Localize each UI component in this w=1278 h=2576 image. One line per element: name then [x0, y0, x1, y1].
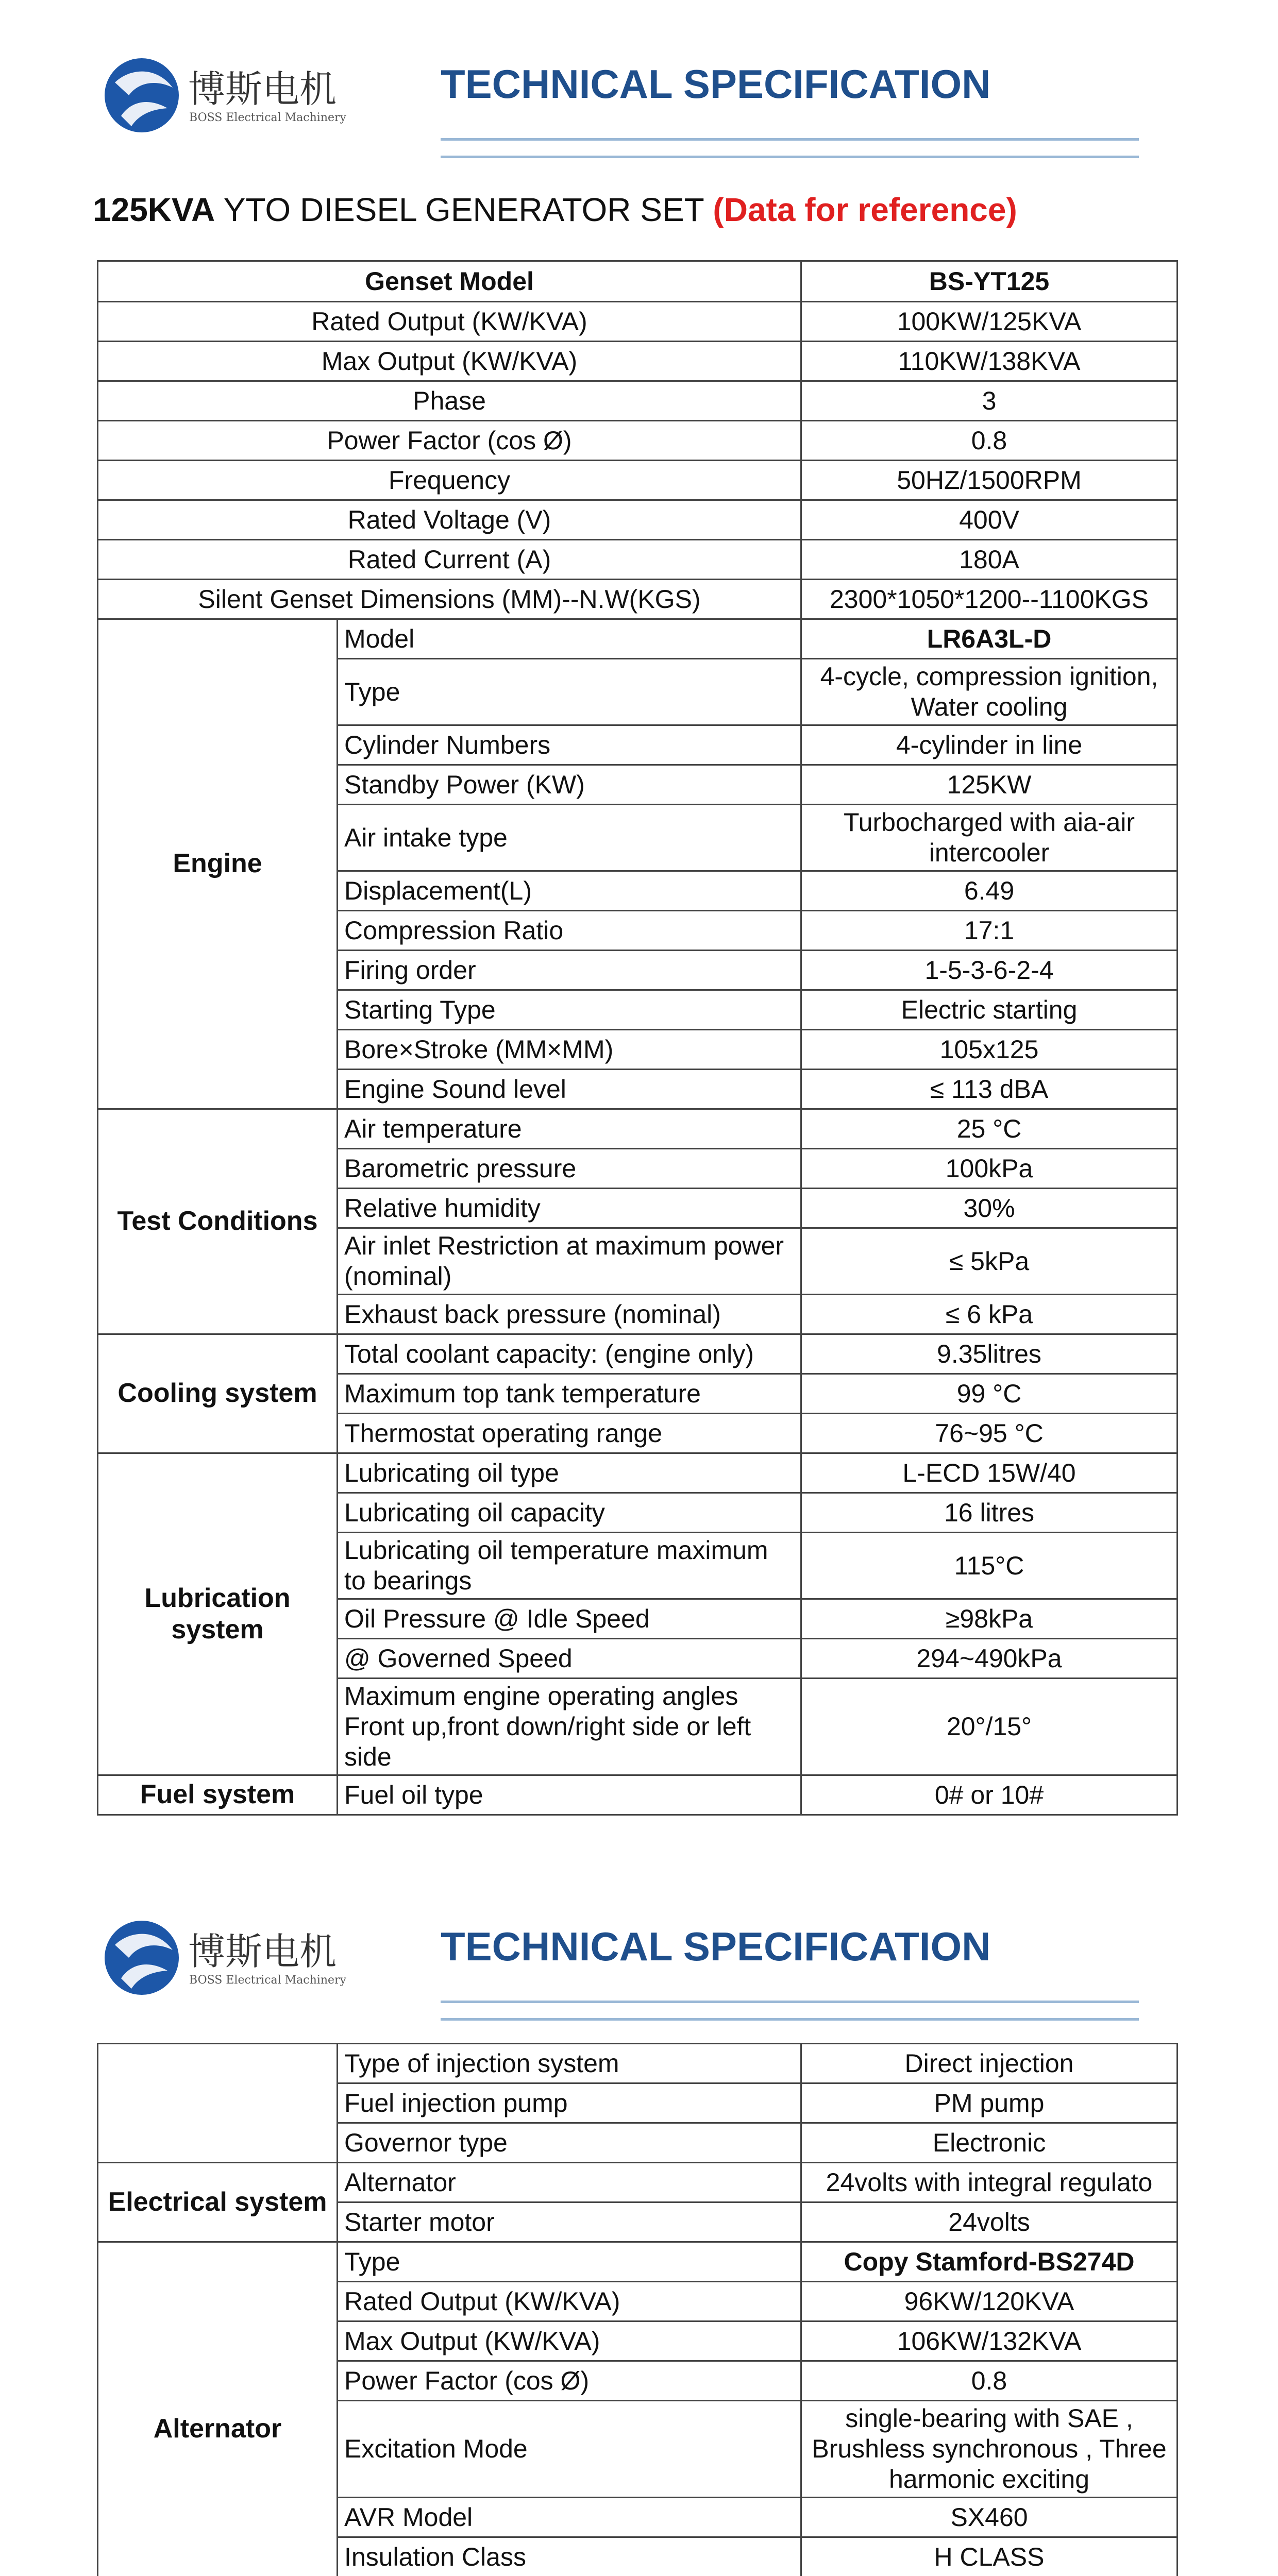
table-cell-value: 125KW — [801, 765, 1178, 805]
table-cell-label: Insulation Class — [338, 2537, 801, 2576]
table-cell-label: Thermostat operating range — [338, 1414, 801, 1453]
table-cell-value: 25 °C — [801, 1109, 1178, 1149]
table-cell-label: Total coolant capacity: (engine only) — [338, 1334, 801, 1374]
table-cell-value: 16 litres — [801, 1493, 1178, 1533]
table-row — [98, 302, 1178, 342]
table-cell-value: 105x125 — [801, 1030, 1178, 1070]
table-cell-label: Alternator — [338, 2163, 801, 2202]
table-cell-label: Displacement(L) — [338, 871, 801, 911]
group-label-alternator: Alternator — [98, 2242, 338, 2576]
table-row — [98, 580, 1178, 619]
table-cell-label: Engine Sound level — [338, 1070, 801, 1109]
table-cell-label: Max Output (KW/KVA) — [98, 342, 801, 381]
table-cell-value: 1-5-3-6-2-4 — [801, 951, 1178, 990]
table-cell-label: Genset Model — [98, 261, 801, 302]
page-title: TECHNICAL SPECIFICATION — [441, 1924, 991, 1969]
table-cell-value: 4-cycle, compression ignition, Water cooling — [801, 659, 1178, 725]
table-cell-label: Standby Power (KW) — [338, 765, 801, 805]
table-cell-label: Rated Output (KW/KVA) — [98, 302, 801, 342]
table-cell-value: 6.49 — [801, 871, 1178, 911]
table-cell-value: 4-cylinder in line — [801, 725, 1178, 765]
table-cell-value: Electric starting — [801, 990, 1178, 1030]
table-cell-label: Bore×Stroke (MM×MM) — [338, 1030, 801, 1070]
title-divider — [441, 156, 1139, 158]
table-cell-label: Frequency — [98, 461, 801, 500]
table-cell-label: Fuel oil type — [338, 1775, 801, 1815]
table-cell-value: 50HZ/1500RPM — [801, 461, 1178, 500]
table-cell-value: 180A — [801, 540, 1178, 580]
spec-table-2 — [97, 2043, 1178, 2576]
table-cell-value: 0.8 — [801, 2361, 1178, 2401]
group-label-cooling: Cooling system — [98, 1334, 338, 1453]
table-cell-label: @ Governed Speed — [338, 1639, 801, 1679]
table-cell-value: 400V — [801, 500, 1178, 540]
table-cell-value: 9.35litres — [801, 1334, 1178, 1374]
title-divider — [441, 138, 1139, 141]
table-cell-value: 0.8 — [801, 421, 1178, 461]
table-cell-label: Compression Ratio — [338, 911, 801, 951]
header-page-2 — [0, 1862, 1278, 2027]
table-cell-label: Barometric pressure — [338, 1149, 801, 1189]
table-cell-label: Exhaust back pressure (nominal) — [338, 1295, 801, 1334]
table-cell-label: Starter motor — [338, 2202, 801, 2242]
table-row — [98, 2163, 1178, 2202]
spec-table-1 — [97, 260, 1178, 1816]
table-row — [98, 1775, 1178, 1815]
logo-company-cn: 博斯电机 — [188, 67, 337, 111]
table-cell-label: Air temperature — [338, 1109, 801, 1149]
logo-circle-icon — [105, 1921, 179, 1995]
table-cell-value: SX460 — [801, 2498, 1178, 2537]
table-cell-value: 24volts with integral regulato — [801, 2163, 1178, 2202]
title-divider — [441, 2001, 1139, 2003]
table-cell-label: Air inlet Restriction at maximum power (nominal) — [338, 1228, 801, 1295]
table-cell-value: ≤ 6 kPa — [801, 1295, 1178, 1334]
table-cell-label: Relative humidity — [338, 1189, 801, 1228]
table-row — [98, 381, 1178, 421]
boss-logo — [100, 52, 420, 139]
table-cell-label: Maximum engine operating angles Front up,front down/right side or left side — [338, 1679, 801, 1775]
table-cell-label: Cylinder Numbers — [338, 725, 801, 765]
table-cell-value: 96KW/120KVA — [801, 2282, 1178, 2321]
table-cell-label: Power Factor (cos Ø) — [338, 2361, 801, 2401]
table-cell-label: Rated Current (A) — [98, 540, 801, 580]
table-cell-label: Max Output (KW/KVA) — [338, 2321, 801, 2361]
group-label-electrical: Electrical system — [98, 2163, 338, 2242]
table-cell-value: Turbocharged with aia-air intercooler — [801, 805, 1178, 871]
table-cell-label: Power Factor (cos Ø) — [98, 421, 801, 461]
table-cell-label: Fuel injection pump — [338, 2083, 801, 2123]
group-label-lubrication: Lubrication system — [98, 1453, 338, 1775]
table-cell-value: 30% — [801, 1189, 1178, 1228]
table-cell-value: Electronic — [801, 2123, 1178, 2163]
logo-company-en: BOSS Electrical Machinery — [189, 111, 346, 124]
table-cell-value: LR6A3L-D — [801, 619, 1178, 659]
table-cell-label: Lubricating oil capacity — [338, 1493, 801, 1533]
table-cell-label: Air intake type — [338, 805, 801, 871]
title-divider — [441, 2018, 1139, 2021]
table-cell-value: 294~490kPa — [801, 1639, 1178, 1679]
logo-circle-icon — [105, 58, 179, 132]
table-cell-empty — [98, 2044, 338, 2163]
table-cell-value: 20°/15° — [801, 1679, 1178, 1775]
table-row — [98, 421, 1178, 461]
table-cell-label: Type of injection system — [338, 2044, 801, 2083]
table-cell-value: 110KW/138KVA — [801, 342, 1178, 381]
table-cell-label: Maximum top tank temperature — [338, 1374, 801, 1414]
table-cell-value: 100kPa — [801, 1149, 1178, 1189]
table-cell-label: Silent Genset Dimensions (MM)--N.W(KGS) — [98, 580, 801, 619]
table-row — [98, 2044, 1178, 2083]
table-cell-value: BS-YT125 — [801, 261, 1178, 302]
table-cell-value: 3 — [801, 381, 1178, 421]
table-cell-value: ≥98kPa — [801, 1599, 1178, 1639]
table-cell-value: 115°C — [801, 1533, 1178, 1599]
table-row — [98, 1453, 1178, 1493]
logo-company-en: BOSS Electrical Machinery — [189, 1974, 346, 1987]
table-cell-value: 99 °C — [801, 1374, 1178, 1414]
logo-company-cn: 博斯电机 — [188, 1930, 337, 1973]
table-row — [98, 500, 1178, 540]
group-label-test: Test Conditions — [98, 1109, 338, 1334]
table-row — [98, 1109, 1178, 1149]
group-label-fuel: Fuel system — [98, 1775, 338, 1815]
header-page-1 — [0, 0, 1278, 165]
table-cell-label: Lubricating oil type — [338, 1453, 801, 1493]
table-row — [98, 1334, 1178, 1374]
table-cell-value: PM pump — [801, 2083, 1178, 2123]
table-cell-label: Firing order — [338, 951, 801, 990]
table-cell-value: H CLASS — [801, 2537, 1178, 2576]
table-cell-label: Type — [338, 659, 801, 725]
table-cell-value: ≤ 113 dBA — [801, 1070, 1178, 1109]
table-cell-value: 76~95 °C — [801, 1414, 1178, 1453]
group-label-engine: Engine — [98, 619, 338, 1109]
table-cell-value: 17:1 — [801, 911, 1178, 951]
table-row — [98, 342, 1178, 381]
table-cell-label: Starting Type — [338, 990, 801, 1030]
table-row — [98, 2242, 1178, 2282]
table-cell-label: Phase — [98, 381, 801, 421]
page-title: TECHNICAL SPECIFICATION — [441, 61, 991, 107]
table-cell-value: 106KW/132KVA — [801, 2321, 1178, 2361]
table-cell-value: Copy Stamford-BS274D — [801, 2242, 1178, 2282]
table-cell-value: ≤ 5kPa — [801, 1228, 1178, 1295]
table-cell-label: Lubricating oil temperature maximum to bearings — [338, 1533, 801, 1599]
table-cell-label: Rated Voltage (V) — [98, 500, 801, 540]
table-cell-value: 24volts — [801, 2202, 1178, 2242]
table-cell-label: Governor type — [338, 2123, 801, 2163]
table-cell-value: 0# or 10# — [801, 1775, 1178, 1815]
table-cell-value: Direct injection — [801, 2044, 1178, 2083]
table-cell-value: 100KW/125KVA — [801, 302, 1178, 342]
table-row — [98, 540, 1178, 580]
table-row-genset-model — [98, 261, 1178, 302]
table-row — [98, 619, 1178, 659]
table-row — [98, 461, 1178, 500]
boss-logo — [100, 1914, 420, 2002]
genset-title: 125KVA YTO DIESEL GENERATOR SET (Data for reference) — [93, 191, 1017, 228]
table-cell-value: single-bearing with SAE , Brushless synchronous , Three harmonic exciting — [801, 2401, 1178, 2498]
table-cell-label: Oil Pressure @ Idle Speed — [338, 1599, 801, 1639]
table-cell-label: AVR Model — [338, 2498, 801, 2537]
table-cell-value: 2300*1050*1200--1100KGS — [801, 580, 1178, 619]
table-cell-label: Type — [338, 2242, 801, 2282]
table-cell-label: Excitation Mode — [338, 2401, 801, 2498]
table-cell-label: Model — [338, 619, 801, 659]
table-cell-label: Rated Output (KW/KVA) — [338, 2282, 801, 2321]
table-cell-value: L-ECD 15W/40 — [801, 1453, 1178, 1493]
